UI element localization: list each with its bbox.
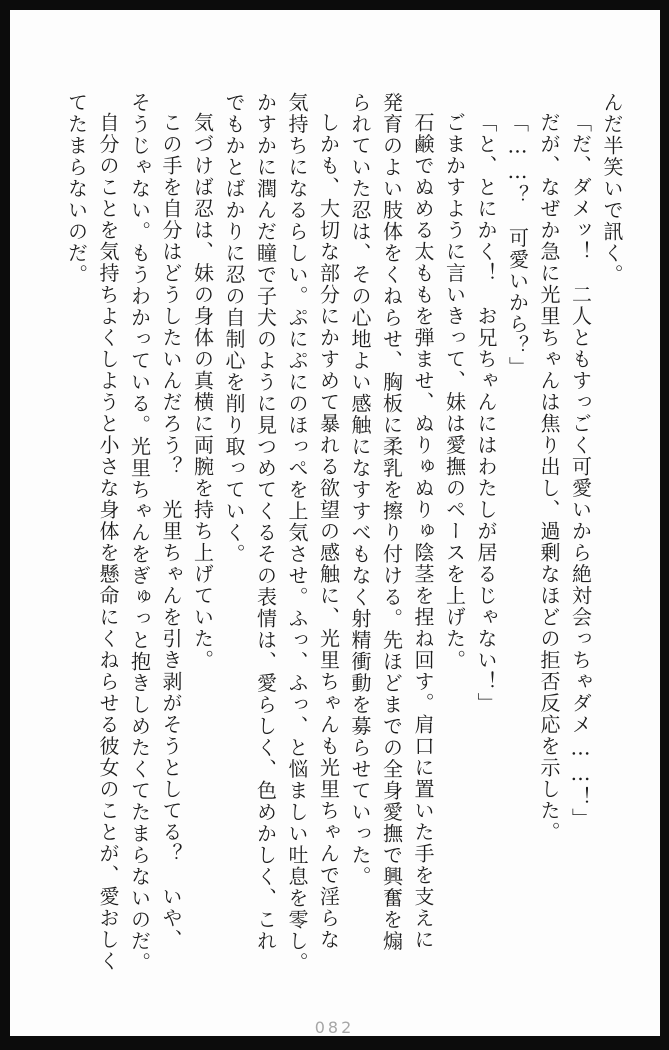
text-line: かすかに潤んだ瞳で子犬のように見つめてくるその表情は、愛らしく、色めかしく、これ bbox=[253, 92, 278, 952]
page-number: 082 bbox=[314, 1018, 355, 1037]
text-line: 「……？ 可愛いから？」 bbox=[505, 112, 530, 378]
body-text bbox=[60, 92, 627, 1004]
text-line: られていた忍は、その心地よい感触になすすべもなく射精衝動を募らせていった。 bbox=[348, 92, 372, 888]
text-line: ごまかすように言いきって、妹は愛撫のペースを上げた。 bbox=[442, 112, 467, 671]
text-line: そうじゃない。もうわかっている。光里ちゃんをぎゅっと抱きしめたくてたまらないのだ。 bbox=[127, 92, 152, 974]
text-line: 発育のよい肢体をくねらせ、胸板に柔乳を擦り付ける。先ほどまでの全身愛撫で興奮を煽 bbox=[379, 92, 404, 952]
text-line: 気づけば忍は、妹の身体の真横に両腕を持ち上げていた。 bbox=[190, 112, 215, 671]
text-line: てたまらないのだ。 bbox=[64, 92, 89, 286]
text-line: この手を自分はどうしたいんだろう？ 光里ちゃんを引き剥がそうとしてる？ いや、 bbox=[159, 112, 183, 951]
text-line: んだ半笑いで訊く。 bbox=[600, 92, 624, 286]
text-line: 石鹸でぬめる太ももを弾ませ、ぬりゅぬりゅ陰茎を捏ね回す。肩口に置いた手を支えに bbox=[411, 112, 435, 951]
text-line: だが、なぜか急に光里ちゃんは焦り出し、過剰なほどの拒否反応を示した。 bbox=[537, 112, 561, 843]
text-line: しかも、大切な部分にかすめて暴れる欲望の感触に、光里ちゃんも光里ちゃんで淫らな bbox=[316, 112, 341, 951]
text-line: でもかとばかりに忍の自制心を削り取っていく。 bbox=[222, 92, 246, 565]
text-line: 気持ちになるらしい。ぷにぷにのほっぺを上気させ。ふっ、ふっ、と悩ましい吐息を零し。 bbox=[285, 92, 309, 974]
text-line: 自分のことを気持ちよくしようと小さな身体を懸命にくねらせる彼女のことが、愛おしく bbox=[96, 112, 120, 972]
text-line: 「と、とにかく！ お兄ちゃんにはわたしが居るじゃない！」 bbox=[474, 112, 498, 714]
text-line: 「だ、ダメッ！ 二人ともすっごく可愛いから絶対会っちゃダメ……！」 bbox=[568, 112, 593, 830]
